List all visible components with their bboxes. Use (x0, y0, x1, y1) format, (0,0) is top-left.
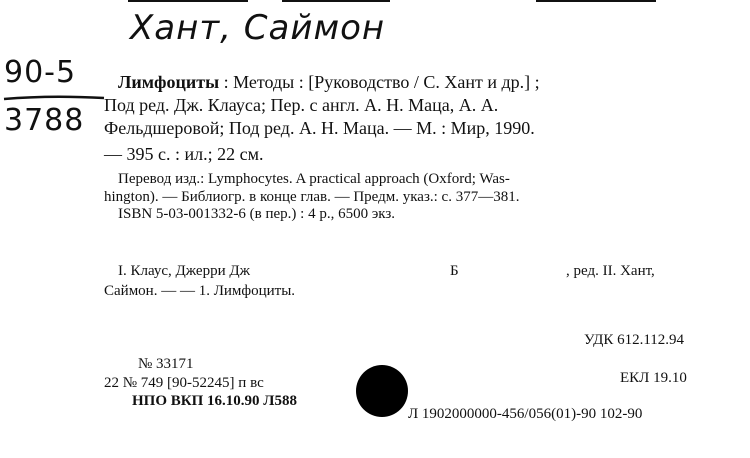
handwritten-author: Хант, Саймон (130, 8, 386, 48)
tracing-line-1-right: , ред. II. Хант, (566, 263, 655, 279)
print-number: 22 № 749 [90-52245] п вс (104, 375, 264, 391)
tracing-line-2: Саймон. — — 1. Лимфоциты. (104, 283, 296, 299)
handwritten-shelf-number: 3788 (4, 103, 85, 138)
ekl-code: ЕКЛ 19.10 (620, 370, 687, 386)
note-line-2: hington). — Библиогр. в конце глав. — Предм. указ.: с. 377—381. (104, 189, 520, 205)
tracing-line-1-mid: Б (450, 263, 459, 279)
catalog-code: Л 1902000000-456/056(01)-90 102-90 (408, 406, 643, 422)
handwritten-shelf-code: 90-5 (4, 55, 77, 90)
top-rule-left (128, 0, 248, 2)
top-rule-mid (282, 0, 390, 2)
order-number: № 33171 (138, 356, 194, 372)
note-line-1: Перевод изд.: Lymphocytes. A practical approach (Oxford; Was- (118, 171, 510, 187)
top-rule-right (536, 0, 656, 2)
entry-line-2: Под ред. Дж. Клауса; Пер. с англ. А. Н. Маца, А. А. (104, 95, 499, 115)
punch-hole (356, 365, 408, 417)
entry-line-1-rest: : Методы : [Руководство / С. Хант и др.] ; (219, 72, 540, 92)
entry-title: Лимфоциты (118, 72, 220, 92)
entry-line-1 (118, 71, 540, 93)
udk-code: УДК 612.112.94 (584, 332, 685, 348)
isbn-line: ISBN 5-03-001332-6 (в пер.) : 4 р., 6500 экз. (118, 206, 396, 222)
npo-line: НПО ВКП 16.10.90 Л588 (132, 393, 297, 409)
entry-line-4: — 395 с. : ил.; 22 см. (104, 144, 264, 164)
tracing-line-1-left: I. Клаус, Джерри Дж (118, 263, 250, 279)
entry-line-3: Фельдшеровой; Под ред. А. Н. Маца. — М. : Мир, 1990. (104, 118, 535, 138)
